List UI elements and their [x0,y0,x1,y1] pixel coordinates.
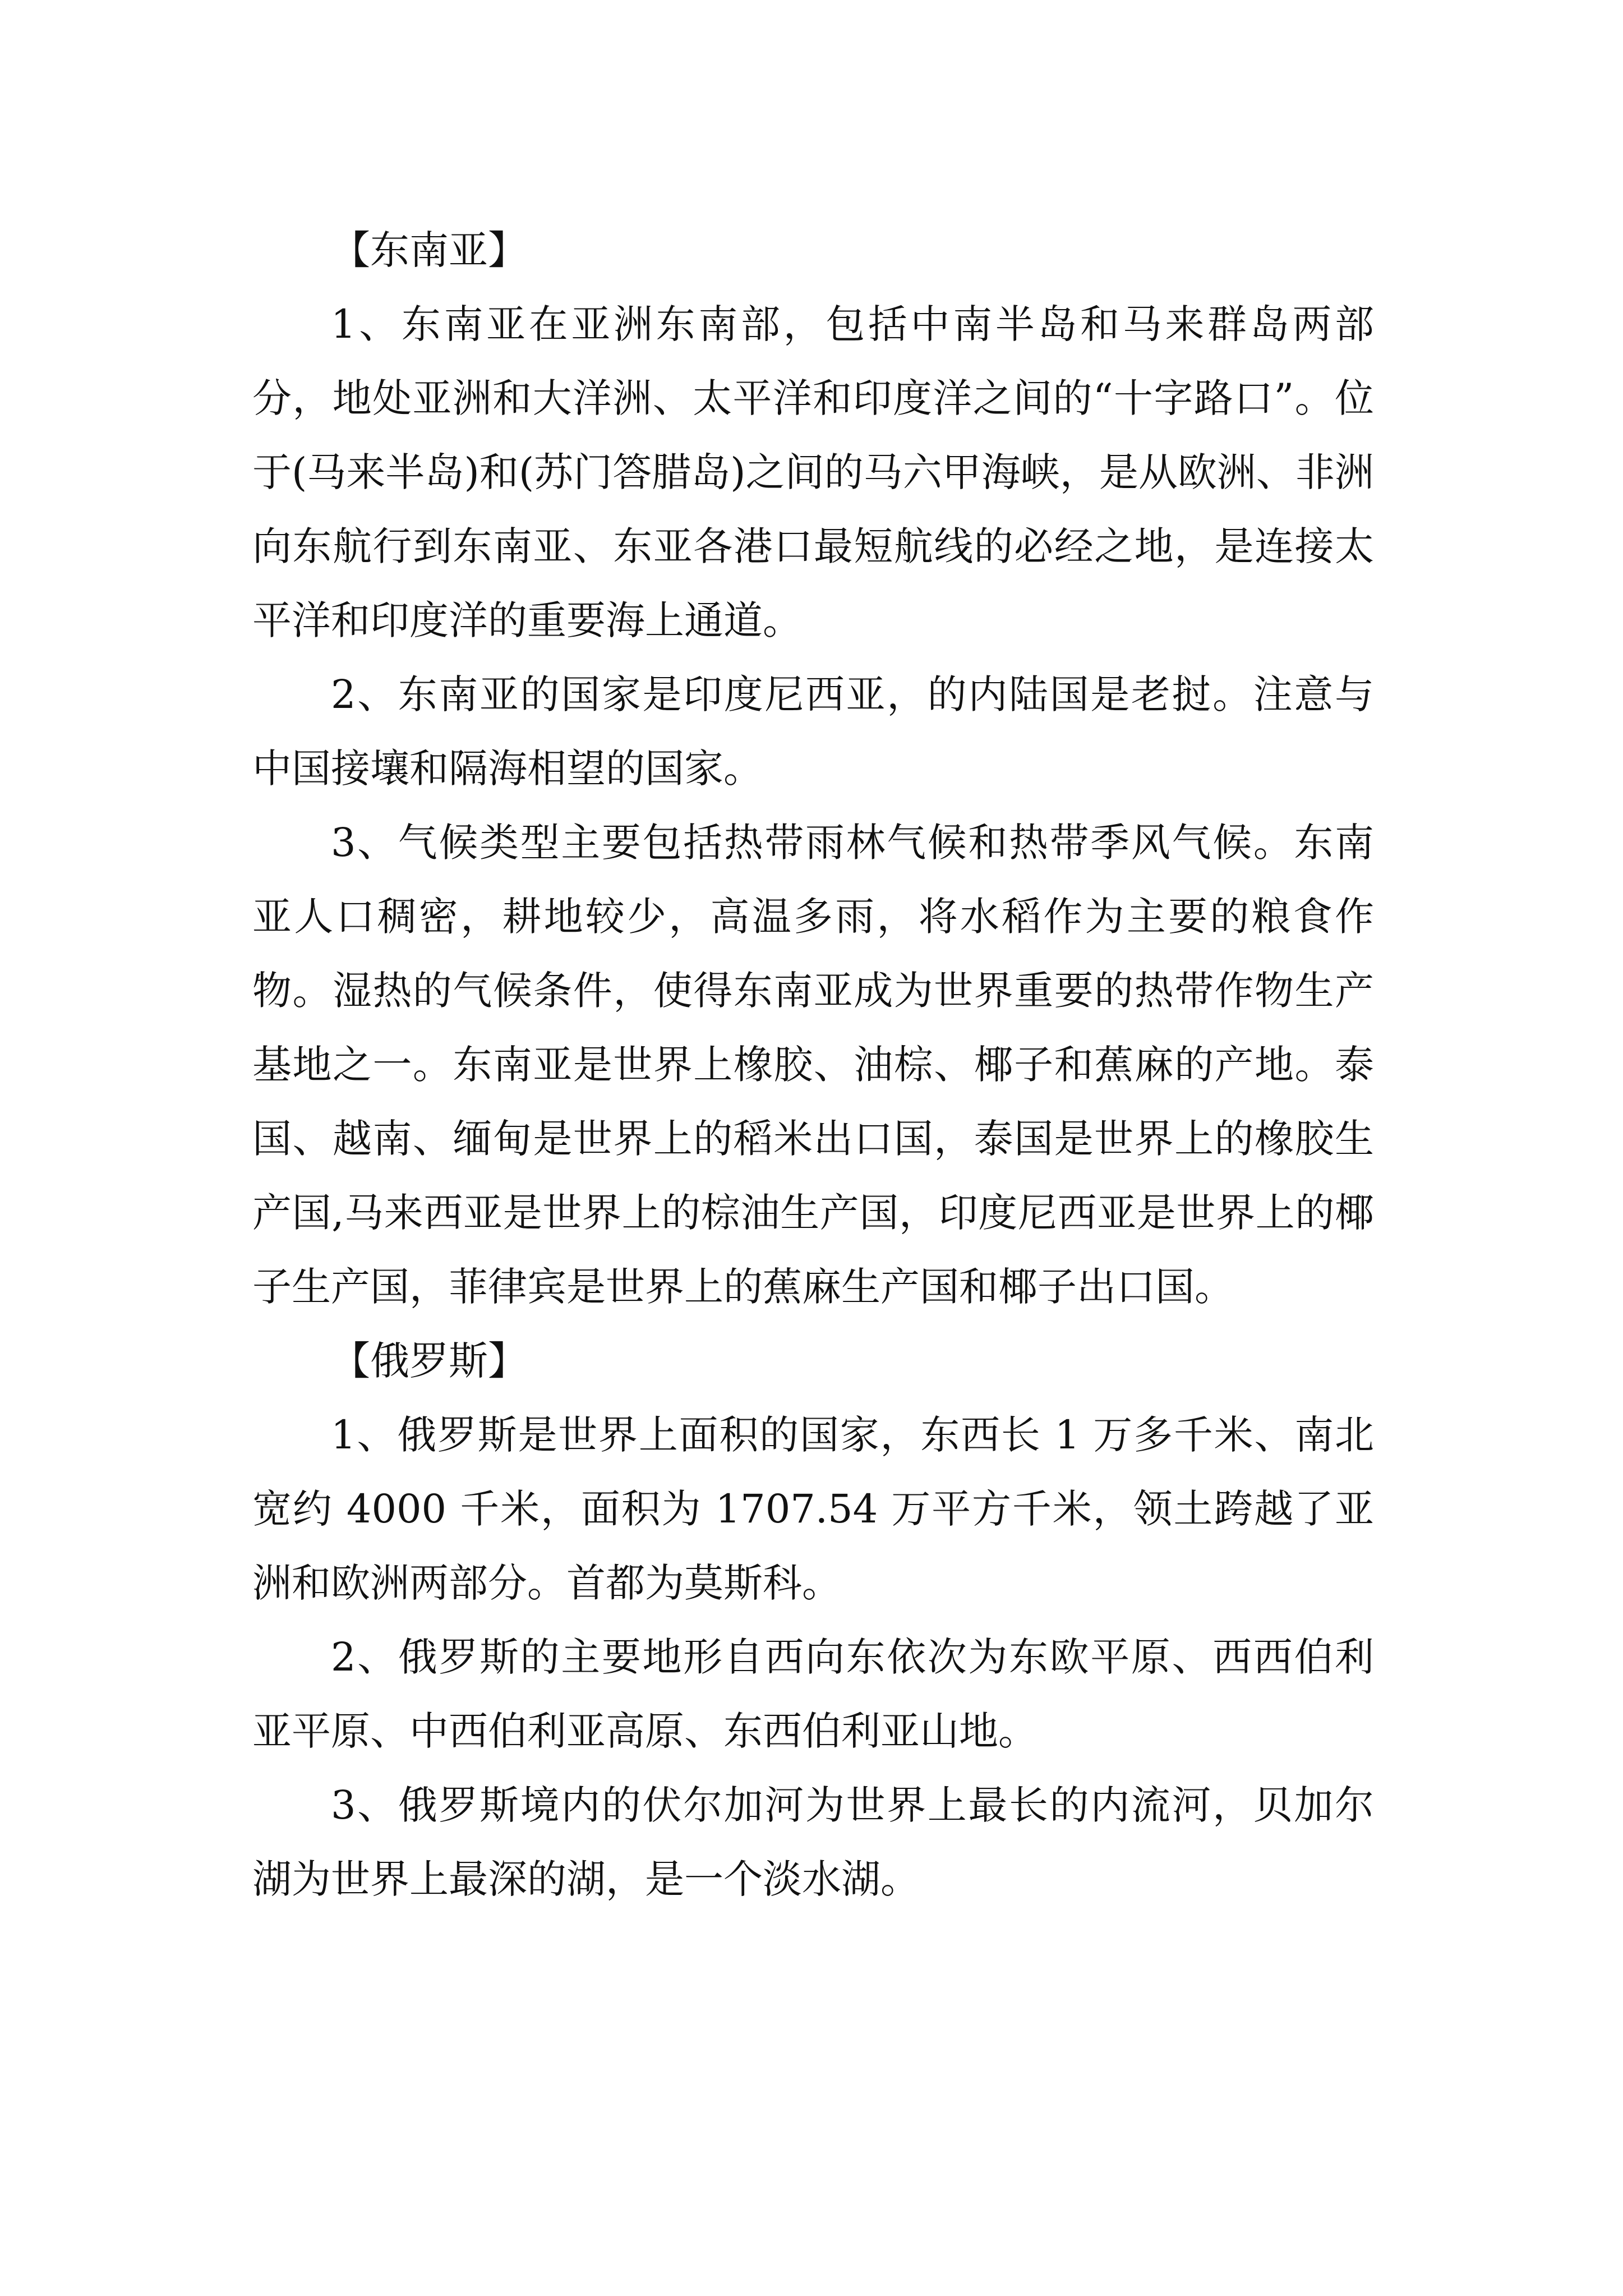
paragraph: 3、俄罗斯境内的伏尔加河为世界上最长的内流河，贝加尔湖为世界上最深的湖，是一个淡水湖。 [252,1782,1374,1902]
section-russia [252,1324,1374,1916]
section-heading: 【东南亚】 [331,227,527,273]
paragraph: 3、气候类型主要包括热带雨林气候和热带季风气候。东南亚人口稠密，耕地较少，高温多雨，将水稻作为主要的粮食作物。湿热的气候条件，使得东南亚成为世界重要的热带作物生产基地之一。东南亚是世界上橡胶、油棕、椰子和蕉麻的产地。泰国、越南、缅甸是世界上的稻米出口国，泰国是世界上的橡胶生产国,马来西亚是世界上的棕油生产国，印度尼西亚是世界上的椰子生产国，菲律宾是世界上的蕉麻生产国和椰子出口国。 [252,820,1374,1310]
paragraph: 1、东南亚在亚洲东南部，包括中南半岛和马来群岛两部分，地处亚洲和大洋洲、太平洋和印度洋之间的“十字路口”。位于(马来半岛)和(苏门答腊岛)之间的马六甲海峡，是从欧洲、非洲向东航行到东南亚、东亚各港口最短航线的必经之地，是连接太平洋和印度洋的重要海上通道。 [252,301,1374,643]
section-heading: 【俄罗斯】 [331,1338,527,1384]
document-body [252,213,1374,1916]
paragraph: 1、俄罗斯是世界上面积的国家，东西长 1 万多千米、南北宽约 4000 千米，面积为 1707.54 万平方千米，领土跨越了亚洲和欧洲两部分。首都为莫斯科。 [252,1412,1374,1606]
paragraph: 2、东南亚的国家是印度尼西亚，的内陆国是老挝。注意与中国接壤和隔海相望的国家。 [252,671,1374,792]
section-southeast-asia [252,213,1374,1324]
paragraph: 2、俄罗斯的主要地形自西向东依次为东欧平原、西西伯利亚平原、中西伯利亚高原、东西伯利亚山地。 [252,1634,1374,1754]
